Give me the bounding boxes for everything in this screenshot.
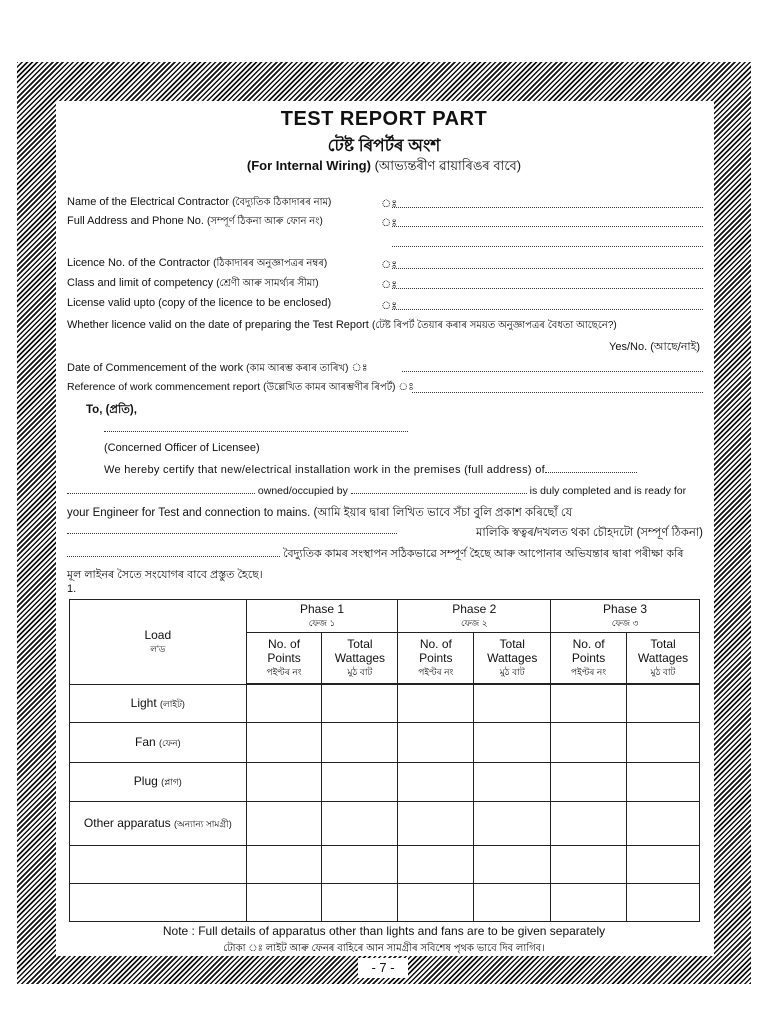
officer-field[interactable] bbox=[104, 421, 408, 432]
page-subtitle: (For Internal Wiring) (আভ্যন্তৰীণ ৱায়াৰিঙৰ বাবে) bbox=[246, 158, 522, 173]
letter-to: To, (প্ৰতি), bbox=[86, 404, 137, 416]
row-label-other: Other apparatus (অন্যান্য সামগ্ৰী) bbox=[70, 802, 247, 846]
class-limit-label: Class and limit of competency (শ্ৰেণী আৰু সামৰ্থ্যৰ সীমা) bbox=[67, 277, 319, 289]
points-header: No. of Points পইণ্টৰ নং bbox=[398, 633, 474, 684]
points-header: No. of Points পইণ্টৰ নং bbox=[246, 633, 322, 684]
address-field-line2[interactable] bbox=[392, 236, 703, 247]
certify-line-4: মালিকি স্বত্বৰ/দখলত থকা চৌহদটো (সম্পূৰ্ণ ঠিকনা) bbox=[67, 524, 703, 537]
licence-no-field[interactable] bbox=[392, 258, 703, 269]
certify-line-1: We hereby certify that new/electrical installation work in the premises (full address) of bbox=[104, 463, 704, 476]
contractor-name-label: Name of the Electrical Contractor (বৈদ্যুতিক ঠিকাদাৰৰ নাম) bbox=[67, 196, 332, 208]
table-row bbox=[70, 802, 700, 846]
row-label-plug: Plug (প্লাগ) bbox=[70, 763, 247, 802]
table-row bbox=[70, 846, 700, 884]
class-limit-field[interactable] bbox=[392, 278, 703, 289]
licence-valid-question: Whether licence valid on the date of preparing the Test Report (টেষ্ট ৰিপৰ্ট তৈয়াৰ কৰাৰ সময়ত অনুজ্ঞাপত্ৰৰ বৈধতা আছেনে?) bbox=[67, 319, 617, 331]
valid-upto-label: License valid upto (copy of the licence to be enclosed) bbox=[67, 297, 332, 309]
licence-no-label: Licence No. of the Contractor (ঠিকাদাৰৰ অনুজ্ঞাপত্ৰৰ নম্বৰ) bbox=[67, 257, 328, 269]
certify-line-2: owned/occupied by is duly completed and is ready for bbox=[67, 484, 703, 497]
commencement-ref-field[interactable] bbox=[412, 382, 703, 393]
table-row bbox=[70, 685, 700, 723]
commencement-date-label: Date of Commencement of the work (কাম আৰম্ভ কৰাৰ তাৰিখ) ঃ bbox=[67, 362, 368, 374]
item-number: 1. bbox=[67, 583, 77, 595]
phase-1-header: Phase 1 ফেজ ১ bbox=[246, 600, 398, 633]
commencement-date-field[interactable] bbox=[402, 361, 703, 372]
footer-note: Note : Full details of apparatus other than lights and fans are to be given separately bbox=[162, 924, 606, 938]
wattage-header: Total Wattages মুঠ বাট bbox=[627, 633, 700, 684]
yes-no-answer[interactable]: Yes/No. (আছে/নাই) bbox=[609, 341, 700, 353]
row-label-fan: Fan (ফেন) bbox=[70, 723, 247, 763]
footer-note-assamese: টোকা ঃ লাইট আৰু ফেনৰ বাহিৰে আন সামগ্ৰীৰ সবিশেষ পৃথক ভাবে দিব লাগিব। bbox=[223, 943, 545, 954]
table-row bbox=[70, 763, 700, 802]
page-number: - 7 - bbox=[358, 958, 408, 978]
points-header: No. of Points পইণ্টৰ নং bbox=[551, 633, 627, 684]
load-header: Load ল'ড bbox=[70, 600, 247, 685]
contractor-name-field[interactable] bbox=[392, 197, 703, 208]
commencement-ref-label: Reference of work commencement report (উল্লেখিত কামৰ আৰম্ভণীৰ ৰিপৰ্ট) ঃ bbox=[67, 381, 414, 393]
phase-2-header: Phase 2 ফেজ ২ bbox=[398, 600, 551, 633]
officer-caption: (Concerned Officer of Licensee) bbox=[104, 442, 260, 454]
table-row bbox=[70, 884, 700, 922]
page-title-assamese: টেষ্ট ৰিপৰ্টৰ অংশ bbox=[327, 136, 441, 155]
wattage-header: Total Wattages মুঠ বাট bbox=[322, 633, 398, 684]
phase-3-header: Phase 3 ফেজ ৩ bbox=[551, 600, 700, 633]
wattage-header: Total Wattages মুঠ বাট bbox=[474, 633, 551, 684]
certify-line-5: বৈদ্যুতিক কামৰ সংস্থাপন সঠিকভাৱে সম্পূৰ্ণ হৈছে আৰু আপোনাৰ অভিযন্তাৰ দ্বাৰা পৰীক্ষা কৰি bbox=[67, 545, 703, 564]
table-row bbox=[70, 723, 700, 763]
certify-line-3: your Engineer for Test and connection to mains. (আমি ইয়াৰ দ্বাৰা লিখিত ভাবে সঁচা বুলি প্ৰকাশ কৰিছোঁ যে bbox=[67, 507, 573, 519]
address-field[interactable] bbox=[392, 216, 703, 227]
row-label-light: Light (লাইট) bbox=[70, 685, 247, 723]
address-label: Full Address and Phone No. (সম্পূৰ্ণ ঠিকনা আৰু ফোন নং) bbox=[67, 215, 323, 227]
certify-line-6: মূল লাইনৰ সৈতে সংযোগৰ বাবে প্ৰস্তুত হৈছে। bbox=[67, 569, 263, 581]
load-table bbox=[69, 599, 700, 922]
valid-upto-field[interactable] bbox=[392, 299, 703, 310]
page-title: TEST REPORT PART bbox=[280, 108, 488, 130]
